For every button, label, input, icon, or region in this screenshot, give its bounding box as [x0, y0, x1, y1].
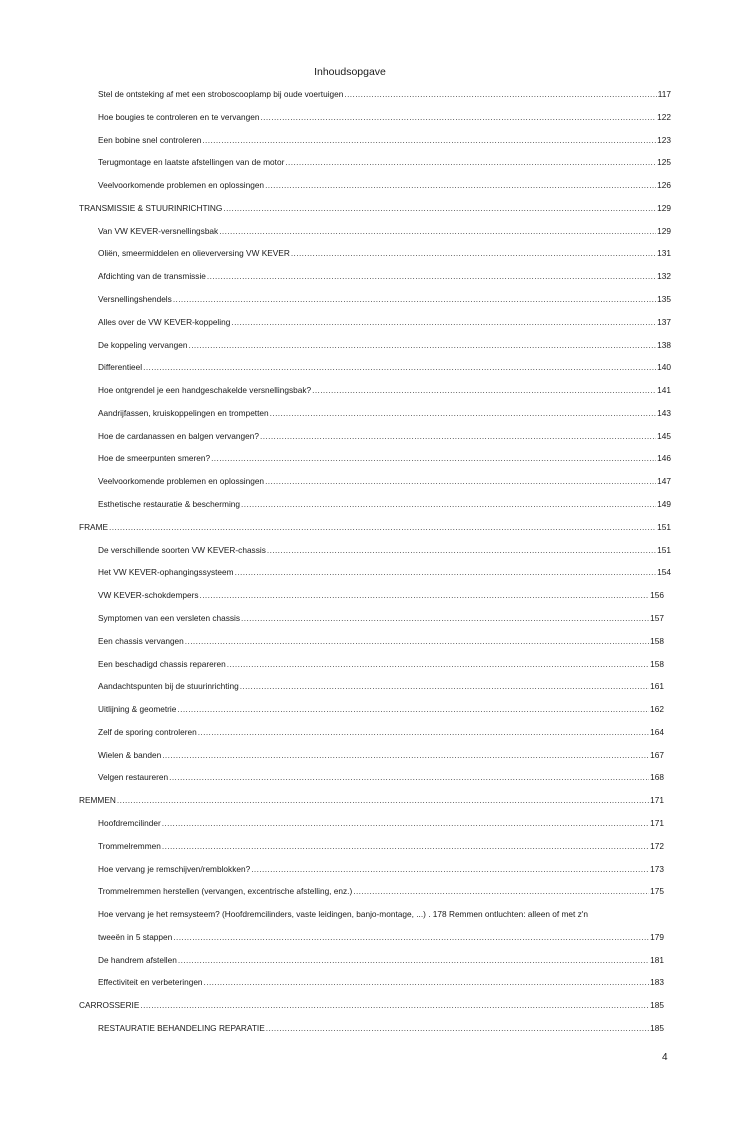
toc-entry-page: 161	[650, 681, 664, 692]
toc-entry[interactable]	[98, 359, 671, 375]
toc-entry-title: Een bobine snel controleren	[98, 134, 202, 145]
toc-entry-page: 117	[657, 89, 671, 99]
toc-entry[interactable]	[98, 154, 671, 170]
toc-entry[interactable]	[79, 200, 671, 216]
toc-entry-title: Stel de ontsteking af met een stroboscooplamp bij oude voertuigen	[98, 89, 344, 99]
toc-entry-page: 140	[657, 362, 671, 373]
toc-entry-page: 185	[650, 1022, 664, 1033]
toc-entry-page: 158	[650, 635, 664, 646]
toc-entry-title: Het VW KEVER-ophangingssysteem	[98, 567, 234, 578]
toc-entry-page: 171	[650, 795, 664, 806]
dot-leader	[178, 952, 649, 968]
toc-entry-page: 146	[657, 453, 671, 464]
toc-entry-title: Differentieel	[98, 362, 143, 373]
toc-entry[interactable]	[98, 678, 664, 694]
toc-entry[interactable]	[79, 792, 664, 808]
toc-entry-page: 158	[650, 658, 664, 669]
toc-entry-title: Trommelremmen herstellen (vervangen, excentrische afstelling, enz.)	[98, 886, 353, 897]
toc-entry-page: 162	[650, 704, 664, 715]
toc-entry[interactable]	[98, 769, 664, 785]
toc-entry-page: 149	[657, 499, 671, 510]
toc-entry[interactable]	[98, 1020, 664, 1036]
toc-entry-page: 151	[657, 544, 671, 555]
dot-leader	[140, 997, 649, 1013]
toc-entry-title: De verschillende soorten VW KEVER-chassis	[98, 544, 266, 555]
dot-leader	[162, 815, 649, 831]
dot-leader	[265, 177, 656, 193]
dot-leader	[240, 678, 649, 694]
toc-entry[interactable]	[98, 268, 671, 284]
toc-entry-title: Velgen restaureren	[98, 772, 169, 783]
toc-entry-title: VW KEVER-schokdempers	[98, 590, 199, 601]
toc-entry-title: Aandachtspunten bij de stuurinrichting	[98, 681, 239, 692]
toc-entry[interactable]	[98, 109, 671, 125]
toc-entry[interactable]	[98, 291, 671, 307]
toc-entry-page: 151	[657, 521, 671, 532]
dot-leader	[344, 86, 656, 102]
toc-entry-page: 175	[650, 886, 664, 897]
toc-entry[interactable]	[98, 929, 664, 945]
dot-leader	[285, 154, 656, 170]
toc-entry-title: Wielen & banden	[98, 749, 162, 760]
toc-entry-page: 185	[650, 1000, 664, 1011]
toc-entry-page: 122	[657, 111, 671, 122]
dot-leader	[202, 132, 656, 148]
toc-entry[interactable]	[98, 861, 664, 877]
toc-entry-title: Uitlijning & geometrie	[98, 704, 177, 715]
dot-leader	[169, 769, 649, 785]
toc-entry-page: 135	[657, 294, 671, 305]
dot-leader	[211, 450, 656, 466]
dot-leader	[251, 861, 649, 877]
dot-leader	[231, 314, 656, 330]
toc-entry-page: 131	[657, 248, 671, 259]
toc-entry-title: Een beschadigd chassis repareren	[98, 658, 226, 669]
dot-leader	[260, 428, 656, 444]
toc-entry[interactable]	[98, 724, 664, 740]
toc-entry[interactable]	[98, 747, 664, 763]
toc-entry[interactable]	[98, 542, 671, 558]
toc-entry-title: Effectiviteit en verbeteringen	[98, 977, 203, 988]
toc-entry-page: 157	[650, 612, 664, 623]
toc-entry[interactable]	[79, 519, 671, 535]
toc-entry[interactable]	[98, 838, 664, 854]
dot-leader	[198, 724, 649, 740]
toc-entry-page: 129	[657, 225, 671, 236]
toc-entry-page: 123	[657, 134, 671, 145]
toc-entry-title: Symptomen van een versleten chassis	[98, 612, 241, 623]
toc-entry[interactable]	[98, 450, 671, 466]
toc-entry-wrapped-line[interactable]: Hoe vervang je het remsysteem? (Hoofdremcilinders, vaste leidingen, banjo-montage, ...) . 178 Remmen ontluchten: alleen of met z'n	[98, 909, 588, 920]
toc-entry-title: Versnellingshendels	[98, 294, 172, 305]
toc-entry-title: Alles over de VW KEVER-koppeling	[98, 316, 231, 327]
toc-entry[interactable]	[98, 496, 671, 512]
toc-entry[interactable]	[98, 132, 671, 148]
toc-entry-page: 126	[657, 180, 671, 191]
toc-entry-page: 172	[650, 840, 664, 851]
toc-entry[interactable]	[98, 223, 671, 239]
toc-entry-title: tweeën in 5 stappen	[98, 931, 173, 942]
dot-leader	[266, 1020, 649, 1036]
toc-entry[interactable]	[98, 177, 671, 193]
toc-entry-title: Veelvoorkomende problemen en oplossingen	[98, 476, 265, 487]
dot-leader	[312, 382, 656, 398]
page-number: 4	[662, 1052, 668, 1063]
toc-entry-page: 138	[657, 339, 671, 350]
dot-leader	[143, 359, 656, 375]
toc-entry-page: 145	[657, 430, 671, 441]
toc-entry-title: Oliën, smeermiddelen en olieverversing VW KEVER	[98, 248, 290, 259]
dot-leader	[109, 519, 656, 535]
dot-leader	[219, 223, 656, 239]
toc-entry-page: 154	[657, 567, 671, 578]
toc-entry-title: Esthetische restauratie & bescherming	[98, 499, 241, 510]
dot-leader	[227, 656, 649, 672]
toc-entry-title: De koppeling vervangen	[98, 339, 188, 350]
toc-entry[interactable]	[98, 815, 664, 831]
toc-entry-title: CARROSSERIE	[79, 1000, 140, 1011]
toc-entry-page: 143	[657, 407, 671, 418]
dot-leader	[270, 405, 657, 421]
toc-entry-page: 173	[650, 863, 664, 874]
dot-leader	[267, 542, 656, 558]
dot-leader	[265, 473, 656, 489]
dot-leader	[235, 564, 657, 580]
toc-entry[interactable]	[98, 245, 671, 261]
dot-leader	[162, 838, 649, 854]
toc-entry-page: 132	[657, 271, 671, 282]
toc-entry-page: 141	[657, 385, 671, 396]
toc-entry-title: Hoe ontgrendel je een handgeschakelde versnellingsbak?	[98, 385, 312, 396]
toc-entry-title: Hoofdremcilinder	[98, 817, 161, 828]
toc-entry-page: 179	[650, 931, 664, 942]
toc-entry-title: RESTAURATIE BEHANDELING REPARATIE	[98, 1022, 265, 1033]
toc-entry[interactable]	[98, 337, 671, 353]
toc-entry-title: Hoe de cardanassen en balgen vervangen?	[98, 430, 259, 441]
toc-entry-page: 181	[650, 954, 664, 965]
dot-leader	[117, 792, 649, 808]
dot-leader	[188, 337, 656, 353]
toc-entry[interactable]	[98, 428, 671, 444]
toc-entry-title: Terugmontage en laatste afstellingen van de motor	[98, 157, 285, 168]
toc-entry-title: Afdichting van de transmissie	[98, 271, 206, 282]
toc-entry-title: Aandrijfassen, kruiskoppelingen en trompetten	[98, 407, 269, 418]
toc-entry-page: 167	[650, 749, 664, 760]
toc-entry-title: Een chassis vervangen	[98, 635, 184, 646]
dot-leader	[162, 747, 649, 763]
toc-entry[interactable]	[98, 656, 664, 672]
toc-entry-page: 147	[657, 476, 671, 487]
dot-leader	[241, 610, 649, 626]
toc-entry[interactable]	[98, 610, 664, 626]
dot-leader	[177, 701, 649, 717]
toc-entry-title: Hoe vervang je remschijven/remblokken?	[98, 863, 251, 874]
dot-leader	[241, 496, 656, 512]
dot-leader	[204, 974, 650, 990]
toc-entry[interactable]	[98, 564, 671, 580]
toc-entry[interactable]	[98, 382, 671, 398]
dot-leader	[260, 109, 656, 125]
toc-entry[interactable]	[98, 314, 671, 330]
toc-entry[interactable]	[98, 883, 664, 899]
toc-entry[interactable]	[79, 997, 664, 1013]
dot-leader	[223, 200, 656, 216]
toc-entry-page: 125	[657, 157, 671, 168]
dot-leader	[207, 268, 656, 284]
toc-entry-title: Hoe bougies te controleren en te vervangen	[98, 111, 260, 122]
toc-entry-title: De handrem afstellen	[98, 954, 177, 965]
toc-entry-title: TRANSMISSIE & STUURINRICHTING	[79, 202, 223, 213]
toc-entry[interactable]	[98, 587, 664, 603]
dot-leader	[200, 587, 650, 603]
toc-entry-page: 183	[650, 977, 664, 988]
toc-entry[interactable]	[98, 974, 664, 990]
toc-entry-page: 164	[650, 726, 664, 737]
dot-leader	[173, 929, 649, 945]
toc-entry-page: 168	[650, 772, 664, 783]
dot-leader	[185, 633, 649, 649]
toc-entry[interactable]	[98, 473, 671, 489]
dot-leader	[173, 291, 656, 307]
toc-entry[interactable]	[98, 701, 664, 717]
toc-entry[interactable]	[98, 86, 671, 102]
toc-entry-page: 171	[650, 817, 664, 828]
toc-entry-title: Van VW KEVER-versnellingsbak	[98, 225, 219, 236]
toc-entry-title: Trommelremmen	[98, 840, 161, 851]
toc-entry-title: Veelvoorkomende problemen en oplossingen	[98, 180, 265, 191]
toc-entry-page: 156	[650, 590, 664, 601]
toc-title: Inhoudsopgave	[314, 66, 386, 78]
toc-entry-title: REMMEN	[79, 795, 116, 806]
toc-entry-title: FRAME	[79, 521, 109, 532]
toc-entry-page: 129	[657, 202, 671, 213]
toc-entry-page: 137	[657, 316, 671, 327]
toc-entry-title: Hoe de smeerpunten smeren?	[98, 453, 211, 464]
toc-entry[interactable]	[98, 633, 664, 649]
toc-entry[interactable]	[98, 952, 664, 968]
dot-leader	[353, 883, 649, 899]
toc-entry-title: Zelf de sporing controleren	[98, 726, 197, 737]
dot-leader	[291, 245, 656, 261]
toc-entry[interactable]	[98, 405, 671, 421]
